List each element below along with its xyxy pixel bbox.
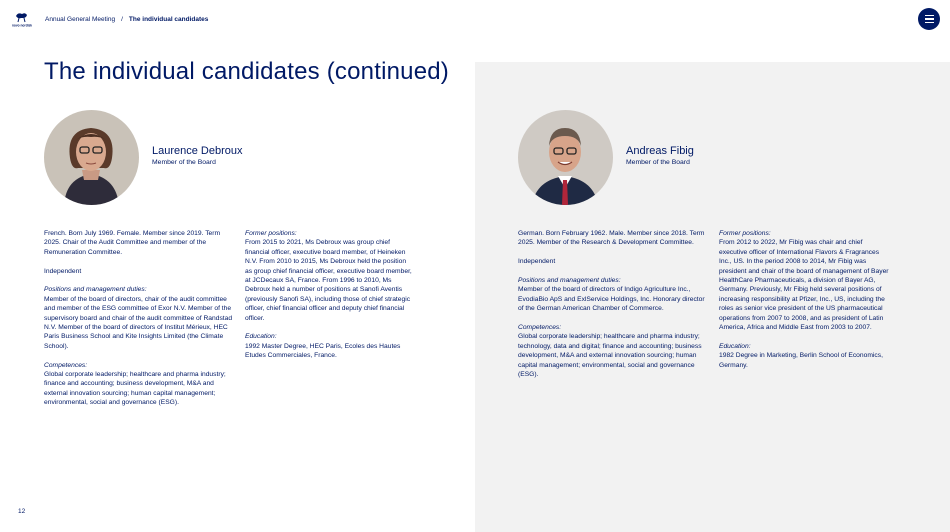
breadcrumb-current: The individual candidates xyxy=(128,16,209,23)
candidate-andreas-column-1 xyxy=(518,229,708,389)
candidate-name: Laurence Debroux xyxy=(152,145,243,157)
company-logo[interactable] xyxy=(10,10,34,28)
candidate-laurence-column-2 xyxy=(245,229,413,370)
education-text: 1982 Degree in Marketing, Berlin School of Economics, Germany. xyxy=(719,352,883,369)
former-heading: Former positions: xyxy=(719,230,771,237)
candidate-photo-andreas xyxy=(518,110,613,205)
competences-heading: Competences: xyxy=(518,324,562,332)
candidate-intro: German. Born February 1962. Male. Member since 2018. Term 2025. Member of the Research & Development Committee. xyxy=(518,230,705,247)
page-title: The individual candidates (continued) xyxy=(44,58,449,85)
candidate-header-laurence xyxy=(152,145,243,166)
positions-text: Member of the board of directors of Indigo Agriculture Inc., EvodiaBio ApS and ExlService Holdings, Inc. Honorary director of the German American Chamber of Commerce. xyxy=(518,286,705,313)
positions-heading: Positions and management duties: xyxy=(44,286,147,294)
page-number: 12 xyxy=(18,508,26,515)
menu-button[interactable] xyxy=(918,8,940,30)
education-heading: Education: xyxy=(719,342,751,350)
candidate-header-andreas xyxy=(626,145,694,166)
candidate-intro: French. Born July 1969. Female. Member since 2019. Term 2025. Chair of the Audit Committee and member of the Remuneration Committee. xyxy=(44,230,221,256)
breadcrumb-separator: / xyxy=(121,16,123,23)
positions-heading: Positions and management duties: xyxy=(518,277,621,284)
competences-heading: Competences: xyxy=(44,361,88,369)
education-heading: Education: xyxy=(245,333,277,341)
former-text: From 2015 to 2021, Ms Debroux was group chief financial officer, executive board member, of Heineken N.V. From 2010 to 2015, Ms Debroux held the position as group chief financial officer, executive board member, at JCDecaux SA, France. From 1996 to 2010, Ms Debroux held a number of positions at Sanofi Aventis (previously Sanofi SA), including those of chief strategic officer, chief financial officer and deputy chief financial officer. xyxy=(245,239,412,322)
candidate-independence: Independent xyxy=(518,258,556,266)
bull-logo-icon xyxy=(10,10,34,28)
candidate-photo-laurence xyxy=(44,110,139,205)
positions-text: Member of the board of directors, chair of the audit committee and member of the ESG committee of Exor N.V. Member of the supervisory board and chair of the audit committee of Randstad N.V. Member of the board of directors of Institut Mérieux, HEC Paris Business School and Kite Insights Limited (the Climate School). xyxy=(44,295,233,350)
breadcrumb xyxy=(45,16,208,23)
candidate-name: Andreas Fibig xyxy=(626,145,694,157)
candidate-laurence-column-1 xyxy=(44,229,236,417)
candidate-independence: Independent xyxy=(44,267,82,275)
svg-text:novo nordisk: novo nordisk xyxy=(11,23,33,28)
breadcrumb-root[interactable]: Annual General Meeting xyxy=(45,16,116,23)
former-text: From 2012 to 2022, Mr Fibig was chair and chief executive officer of International Flavors & Fragrances Inc., US. In the period 2008 to 2014, Mr Fibig was president and chair of the board of management of Bayer HealthCare Pharmaceuticals, a division of Bayer AG, Germany. Previously, Mr Fibig held several positions of increasing responsibility at Pfizer, Inc., US, including the roles as senior vice president of the US pharmaceutical operations from 2007 to 2008, and as president of Latin America, Africa and Middle East from 2003 to 2007. xyxy=(719,239,889,332)
competences-text: Global corporate leadership; healthcare and pharma industry; technology, data and digital; finance and accounting; business development, M&A and external innovation sourcing; human capital management; environmental, social and governance (ESG). xyxy=(518,333,702,379)
education-text: 1992 Master Degree, HEC Paris, Ecoles des Hautes Etudes Commerciales, France. xyxy=(245,342,401,360)
candidate-role: Member of the Board xyxy=(152,159,216,166)
hamburger-icon xyxy=(925,15,934,16)
candidate-role: Member of the Board xyxy=(626,159,690,166)
candidate-andreas-column-2 xyxy=(719,229,889,379)
competences-text: Global corporate leadership; healthcare and pharma industry; finance and accounting; business development, M&A and external innovation sourcing; human capital management; environmental, social and governance (ESG). xyxy=(44,371,226,407)
former-heading: Former positions: xyxy=(245,230,297,237)
